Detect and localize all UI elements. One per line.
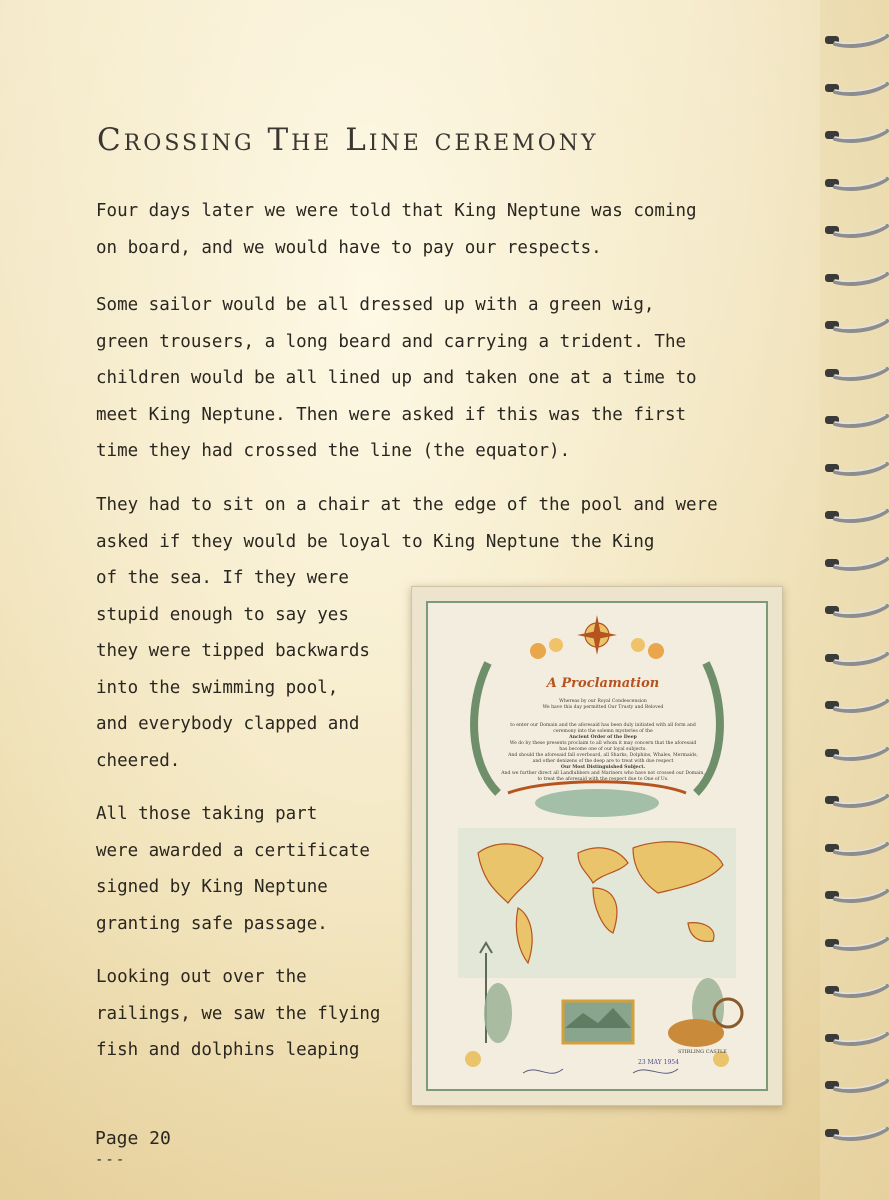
certificate-border <box>426 601 768 1091</box>
binding-coil <box>825 697 889 713</box>
text-line: and everybody clapped and <box>96 714 360 734</box>
binding-coil <box>825 1030 889 1046</box>
binding-coil <box>825 650 889 666</box>
text-line: time they had crossed the line (the equator). <box>96 441 571 461</box>
cert-line: has become one of our loyal subjects. <box>559 747 647 752</box>
certificate-heading: A Proclamation <box>546 676 660 691</box>
binding-coil <box>825 412 889 428</box>
text-line: fish and dolphins leaping <box>96 1040 360 1060</box>
text-line: into the swimming pool, <box>96 677 339 698</box>
binding-coil <box>825 602 889 618</box>
binding-coil <box>825 840 889 856</box>
binding-coil <box>825 270 889 286</box>
text-line: asked if they would be loyal to King Neptune the King <box>96 531 655 552</box>
text-line: were awarded a certificate <box>96 840 370 861</box>
text-line: Some sailor would be all dressed up with a green wig, <box>96 295 655 315</box>
binding-coil <box>825 982 889 998</box>
text-line: signed by King Neptune <box>96 877 328 897</box>
text-line: they were tipped backwards <box>96 641 370 661</box>
certificate-ship-name: STIRLING CASTLE <box>678 1049 727 1055</box>
binding-coil <box>825 792 889 808</box>
paragraph-1 <box>96 193 697 266</box>
paragraph-2 <box>96 287 697 470</box>
binding-coil <box>825 935 889 951</box>
cert-line: to enter our Domain and the aforesaid has been duly initiated with all form and <box>510 723 696 728</box>
binding-coil <box>825 887 889 903</box>
certificate-image <box>411 586 783 1106</box>
text-line: stupid enough to say yes <box>96 604 349 625</box>
binding-coil <box>825 175 889 191</box>
text-line: They had to sit on a chair at the edge of the pool and were <box>96 495 718 515</box>
text-line: children would be all lined up and taken one at a time to <box>96 368 697 388</box>
text-line: Four days later we were told that King Neptune was coming <box>96 201 697 221</box>
page-number: Page 20 <box>95 1128 171 1149</box>
cert-line: And we further direct all Landlubbers and Mariners who have not crossed our Domain, <box>501 771 705 776</box>
certificate-body <box>498 699 708 783</box>
cert-line: We have this day permitted Our Trusty and Beloved <box>542 705 664 710</box>
text-line: of the sea. If they were <box>96 568 349 588</box>
text-line: granting safe passage. <box>96 913 328 934</box>
binding-coil <box>825 1077 889 1093</box>
paragraph-5 <box>96 959 380 1069</box>
binding-coil <box>825 460 889 476</box>
text-line: green trousers, a long beard and carrying a trident. The <box>96 331 687 352</box>
binding-coil <box>825 507 889 523</box>
binding-coil <box>825 365 889 381</box>
cert-line: Whereas by our Royal Condescension <box>559 699 647 704</box>
cert-line: to treat the aforesaid with the respect due to One of Us. <box>537 777 669 782</box>
text-line: meet King Neptune. Then were asked if this was the first <box>96 404 687 425</box>
binding-coil <box>825 127 889 143</box>
cert-line: Ancient Order of the Deep <box>569 735 637 740</box>
text-line: on board, and we would have to pay our respects. <box>96 237 602 258</box>
text-line: cheered. <box>96 750 181 771</box>
binding-coil <box>825 745 889 761</box>
text-line: All those taking part <box>96 804 318 824</box>
binding-coil <box>825 80 889 96</box>
cert-line: ceremony into the solemn mysteries of the <box>553 729 653 734</box>
cert-line: We do by these presents proclaim to all whom it may concern that the aforesaid <box>509 741 697 746</box>
cert-line: and other denizens of the deep are to treat with due respect <box>532 759 674 764</box>
binding-coil <box>825 317 889 333</box>
binding-coil <box>825 1125 889 1141</box>
certificate-date: 23 MAY 1954 <box>638 1059 679 1066</box>
binding-coil <box>825 222 889 238</box>
text-line: Looking out over the <box>96 967 307 987</box>
text-line: railings, we saw the flying <box>96 1003 381 1024</box>
page-title: Crossing The Line ceremony <box>97 122 599 158</box>
paragraph-4 <box>96 796 370 942</box>
cert-line: And should the aforesaid fall overboard, all Sharks, Dolphins, Whales, Mermaids, <box>508 753 698 758</box>
cert-line: Our Most Distinguished Subject. <box>560 765 646 770</box>
binding-coil <box>825 555 889 571</box>
page-number-underline: --- <box>95 1152 127 1168</box>
binding-coil <box>825 32 889 48</box>
